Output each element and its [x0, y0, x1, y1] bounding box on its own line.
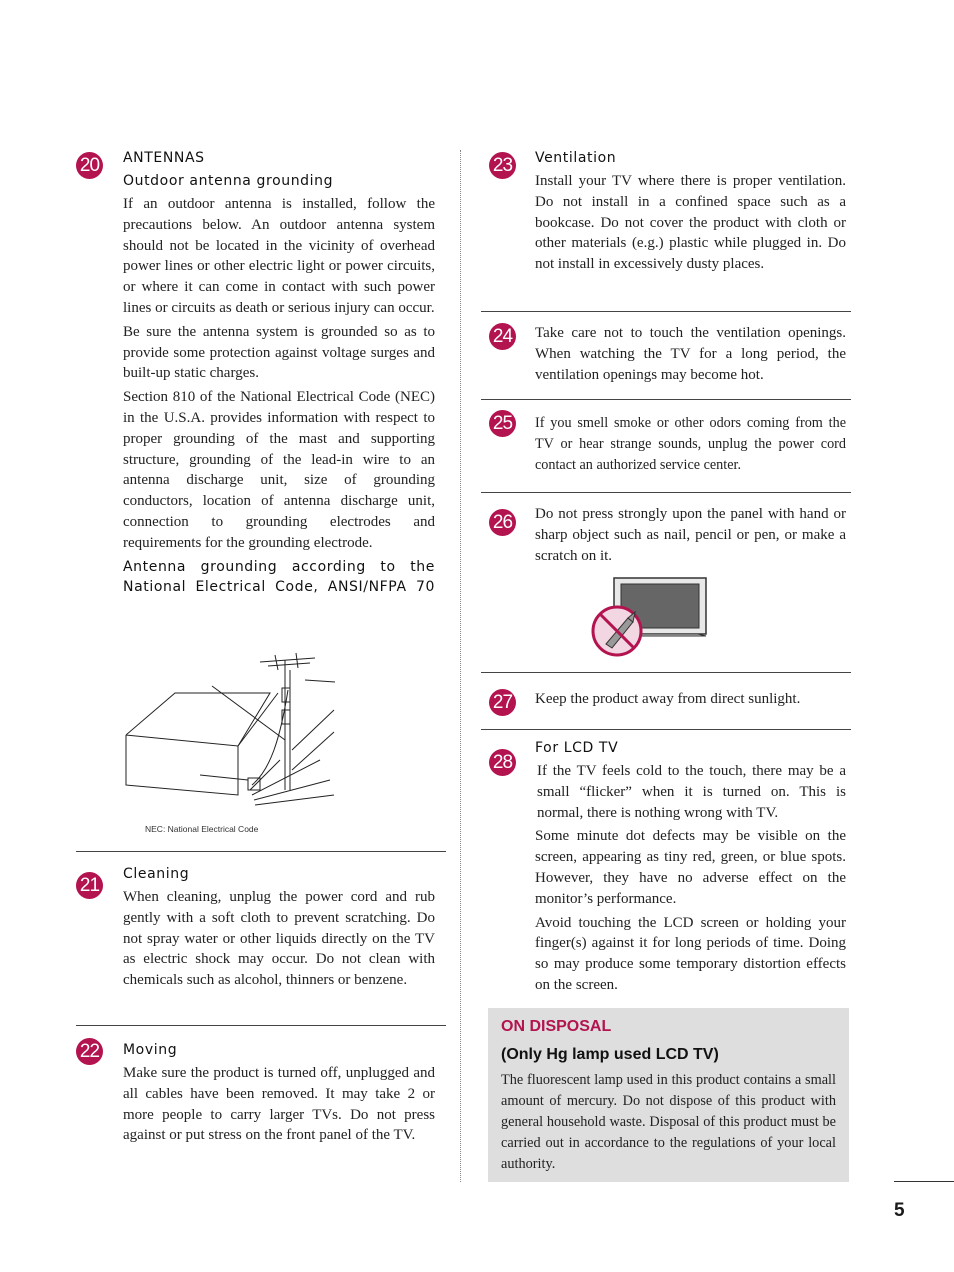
paragraph: Make sure the product is turned off, unplugged and all cables have been removed. It may take 2 or more people to carry larger TVs. Do not press against or put stress on the front panel of the TV.	[123, 1065, 435, 1144]
disposal-text: The fluorescent lamp used in this product contains a small amount of mercury. Do not dispose of this product with general household waste. Disposal of this product must be carried out in accordance to the regulations of your local authority.	[501, 1072, 836, 1172]
section-number-badge: 22	[76, 1038, 103, 1065]
section-number-badge: 20	[76, 152, 103, 179]
section-moving	[123, 1040, 435, 1149]
disposal-title: ON DISPOSAL	[501, 1018, 612, 1035]
section-ventilation	[535, 148, 846, 278]
paragraph: Be sure the antenna system is grounded so as to provide some protection against voltage surges and built-up static charges.	[123, 323, 435, 382]
section-antennas	[123, 148, 435, 597]
section-divider	[481, 672, 851, 673]
section-number-badge: 26	[489, 509, 516, 536]
section-number-badge: 23	[489, 152, 516, 179]
section-cleaning	[123, 864, 435, 994]
paragraph: Some minute dot defects may be visible on the screen, appearing as tiny red, green, or blue spots. However, they have no adverse effect on the monitor’s performance.	[535, 828, 846, 907]
section-heading: Ventilation	[535, 150, 617, 166]
section-divider	[481, 311, 851, 312]
paragraph: If the TV feels cold to the touch, there may be a small “flicker” when it is turned on. This is normal, there is nothing wrong with TV.	[537, 763, 846, 821]
section-divider	[76, 851, 446, 852]
section-heading: Cleaning	[123, 866, 190, 882]
paragraph: Keep the product away from direct sunlight.	[535, 691, 801, 707]
paragraph: Install your TV where there is proper ventilation. Do not install in a confined space such as a bookcase. Do not cover the product with cloth or other materials (e.g.) plastic while plugged in. Do not install in excessively dusty places.	[535, 173, 846, 273]
section-divider	[76, 1025, 446, 1026]
section-sunlight	[535, 689, 846, 713]
page-number: 5	[894, 1200, 905, 1221]
page-number-rule	[894, 1181, 954, 1182]
paragraph: If you smell smoke or other odors coming from the TV or hear strange sounds, unplug the power cord contact an authorized service center.	[535, 415, 846, 473]
section-heading: ANTENNAS	[123, 150, 205, 166]
section-ventilation-openings	[535, 323, 846, 388]
no-scratch-tv-illustration	[588, 574, 712, 660]
paragraph: If an outdoor antenna is installed, follow the precautions below. An outdoor antenna system should not be located in the vicinity of overhead power lines or other electric light or power circuits, or where it can come in contact with such power lines or circuits as death or serious injury can occur.	[123, 196, 435, 316]
section-divider	[481, 729, 851, 730]
paragraph: Do not press strongly upon the panel with hand or sharp object such as nail, pencil or pen, or make a scratch on it.	[535, 506, 846, 564]
section-heading: Moving	[123, 1042, 178, 1058]
section-number-badge: 21	[76, 872, 103, 899]
section-number-badge: 24	[489, 323, 516, 350]
disposal-subtitle: (Only Hg lamp used LCD TV)	[501, 1046, 719, 1063]
section-subheading: Antenna grounding according to the National Electrical Code, ANSI/NFPA 70	[123, 558, 435, 595]
section-divider	[481, 492, 851, 493]
section-heading: For LCD TV	[535, 740, 619, 756]
paragraph: Take care not to touch the ventilation openings. When watching the TV for a long period, the ventilation openings may become hot.	[535, 325, 846, 383]
section-number-badge: 25	[489, 410, 516, 437]
column-divider	[460, 150, 461, 1182]
paragraph: Avoid touching the LCD screen or holding your finger(s) against it for long periods of time. Doing so may produce some temporary distortion effects on the screen.	[535, 914, 846, 993]
antenna-grounding-diagram	[120, 650, 340, 820]
disposal-notice-box	[488, 1008, 849, 1182]
section-lcd-tv	[535, 738, 846, 999]
section-number-badge: 28	[489, 749, 516, 776]
section-subheading: Outdoor antenna grounding	[123, 173, 334, 189]
section-smoke	[535, 413, 846, 478]
paragraph: Section 810 of the National Electrical Code (NEC) in the U.S.A. provides information with respect to proper grounding of the mast and supporting structure, grounding of the lead-in wire to an antenna discharge unit, size of grounding conductors, location of antenna discharge unit, connection to grounding electrodes and requirements for the grounding electrode.	[123, 389, 435, 551]
paragraph: When cleaning, unplug the power cord and rub gently with a soft cloth to prevent scratching. Do not spray water or other liquids directly on the TV as electric shock may occur. Do not clean with chemicals such as alcohol, thinners or benzene.	[123, 889, 435, 989]
section-divider	[481, 399, 851, 400]
section-panel-pressure	[535, 504, 846, 569]
figure-caption: NEC: National Electrical Code	[145, 824, 259, 834]
section-number-badge: 27	[489, 689, 516, 716]
